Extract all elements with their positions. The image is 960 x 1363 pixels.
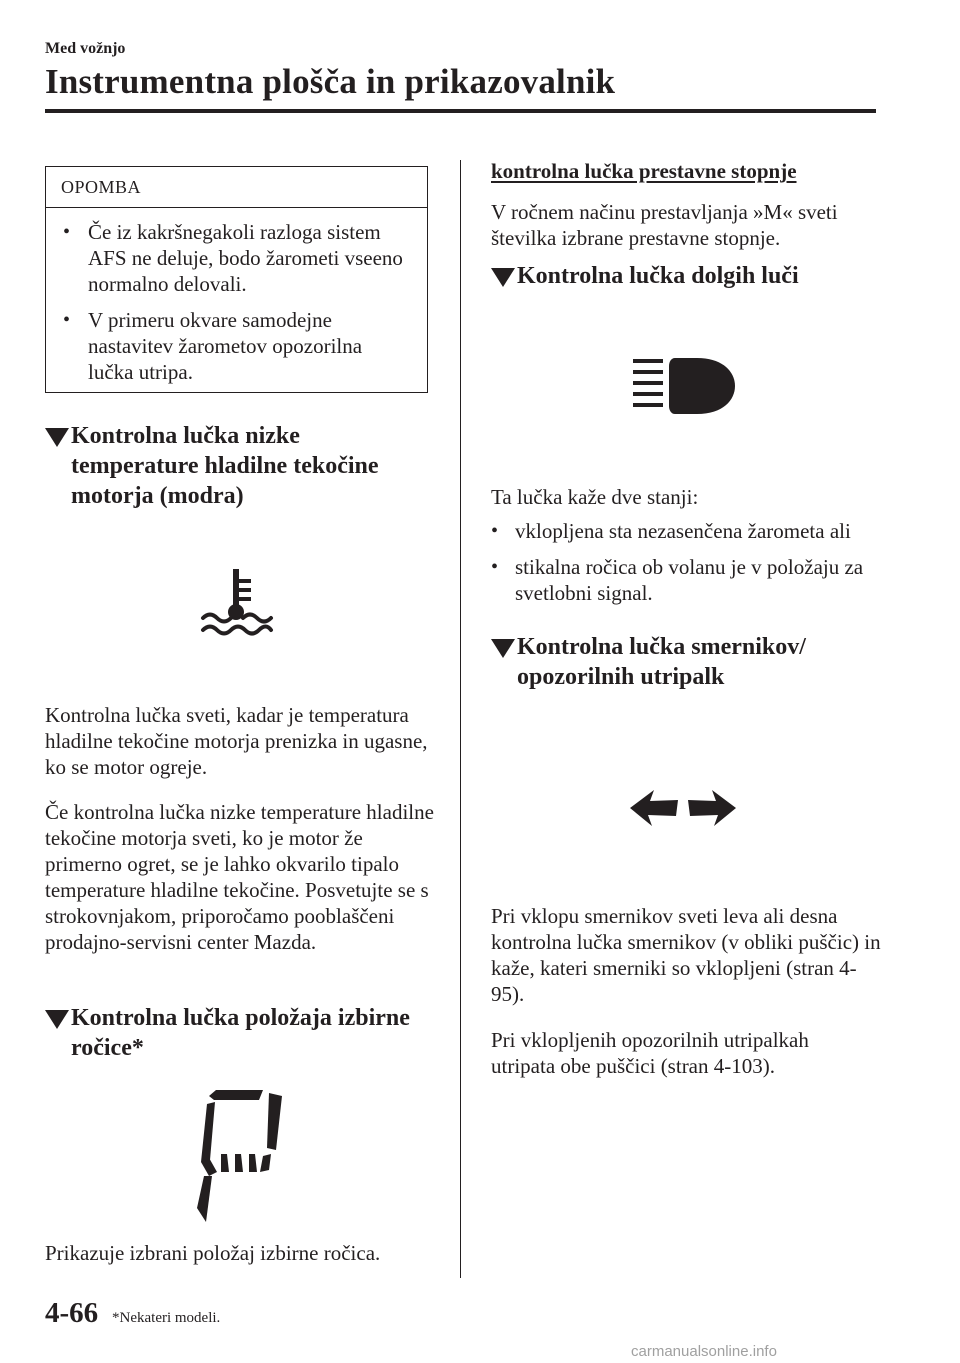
list-item-text: stikalna ročica ob volanu je v položaju za svetlobni signal.: [515, 555, 864, 605]
section-label: Med vožnjo: [45, 40, 126, 57]
note-label: OPOMBA: [61, 177, 142, 197]
highbeam-list: [491, 518, 881, 616]
triangle-marker-icon: [45, 1010, 69, 1029]
gear-paragraph: V ročnem načinu prestavljanja »M« sveti številka izbrane prestavne stopnje.: [491, 200, 838, 250]
watermark: carmanualsonline.info: [631, 1343, 777, 1360]
triangle-marker-icon: [491, 268, 515, 287]
turn-signal-arrows-icon: [628, 788, 738, 828]
bullet-icon: •: [491, 556, 499, 578]
list-item-text: vklopljena sta nezasenčena žarometa ali: [515, 519, 851, 543]
list-item: [491, 518, 881, 544]
coolant-paragraph-1: Kontrolna lučka sveti, kadar je temperatura hladilne tekočine motorja prenizka in ugasne, ko se motor ogreje.: [45, 703, 428, 779]
footnote: *Nekateri modeli.: [112, 1310, 221, 1326]
selector-heading-text: Kontrolna lučka položaja izbirne ročice*: [71, 1005, 410, 1061]
note-item: [61, 307, 411, 385]
bullet-icon: •: [63, 309, 71, 331]
turn-heading: [491, 632, 876, 692]
turn-paragraph-2: Pri vklopljenih opozorilnih utripalkah utripata obe puščici (stran 4-103).: [491, 1028, 809, 1078]
coolant-heading: [45, 421, 425, 511]
coolant-paragraph-2: Če kontrolna lučka nizke temperature hladilne tekočine motorja sveti, ko je motor že primerno ogret, se je lahko okvarilo tipalo temperature hladilne tekočine. Posvetujte se s strokovnjakom, priporočamo pooblaščeni prodajno-servisni center Mazda.: [45, 800, 434, 954]
note-list: [61, 219, 411, 395]
turn-paragraph-1: Pri vklopu smernikov sveti leva ali desna kontrolna lučka smernikov (v obliki puščic) in kaže, kateri smerniki so vklopljeni (stran 4-95).: [491, 904, 881, 1006]
highbeam-intro: Ta lučka kaže dve stanji:: [491, 485, 699, 509]
gear-heading: kontrolna lučka prestavne stopnje: [491, 159, 797, 183]
low-coolant-temperature-icon: [200, 566, 274, 638]
selector-heading: [45, 1003, 425, 1063]
highbeam-heading: [491, 261, 876, 291]
high-beam-icon: [631, 356, 735, 416]
page-title: Instrumentna plošča in prikazovalnik: [45, 62, 616, 101]
triangle-marker-icon: [491, 639, 515, 658]
note-item-text: Če iz kakršnegakoli razloga sistem AFS ne deluje, bodo žarometi vseeno normalno delovali.: [88, 220, 403, 296]
coolant-heading-text: Kontrolna lučka nizke temperature hladilne tekočine motorja (modra): [71, 423, 379, 509]
selector-paragraph: Prikazuje izbrani položaj izbirne ročica.: [45, 1241, 381, 1265]
page-number: 4-66: [45, 1297, 99, 1329]
triangle-marker-icon: [45, 428, 69, 447]
bullet-icon: •: [63, 221, 71, 243]
note-item: [61, 219, 411, 297]
note-header: [46, 167, 427, 208]
list-item: [491, 554, 881, 606]
highbeam-heading-text: Kontrolna lučka dolgih luči: [517, 263, 799, 289]
selector-position-p-icon: [190, 1090, 286, 1226]
turn-heading-text: Kontrolna lučka smernikov/ opozorilnih utripalk: [517, 634, 806, 690]
bullet-icon: •: [491, 520, 499, 542]
column-divider: [460, 160, 461, 1278]
note-box: [45, 166, 428, 393]
note-item-text: V primeru okvare samodejne nastavitev žarometov opozorilna lučka utripa.: [88, 308, 363, 384]
title-rule: [45, 109, 876, 113]
